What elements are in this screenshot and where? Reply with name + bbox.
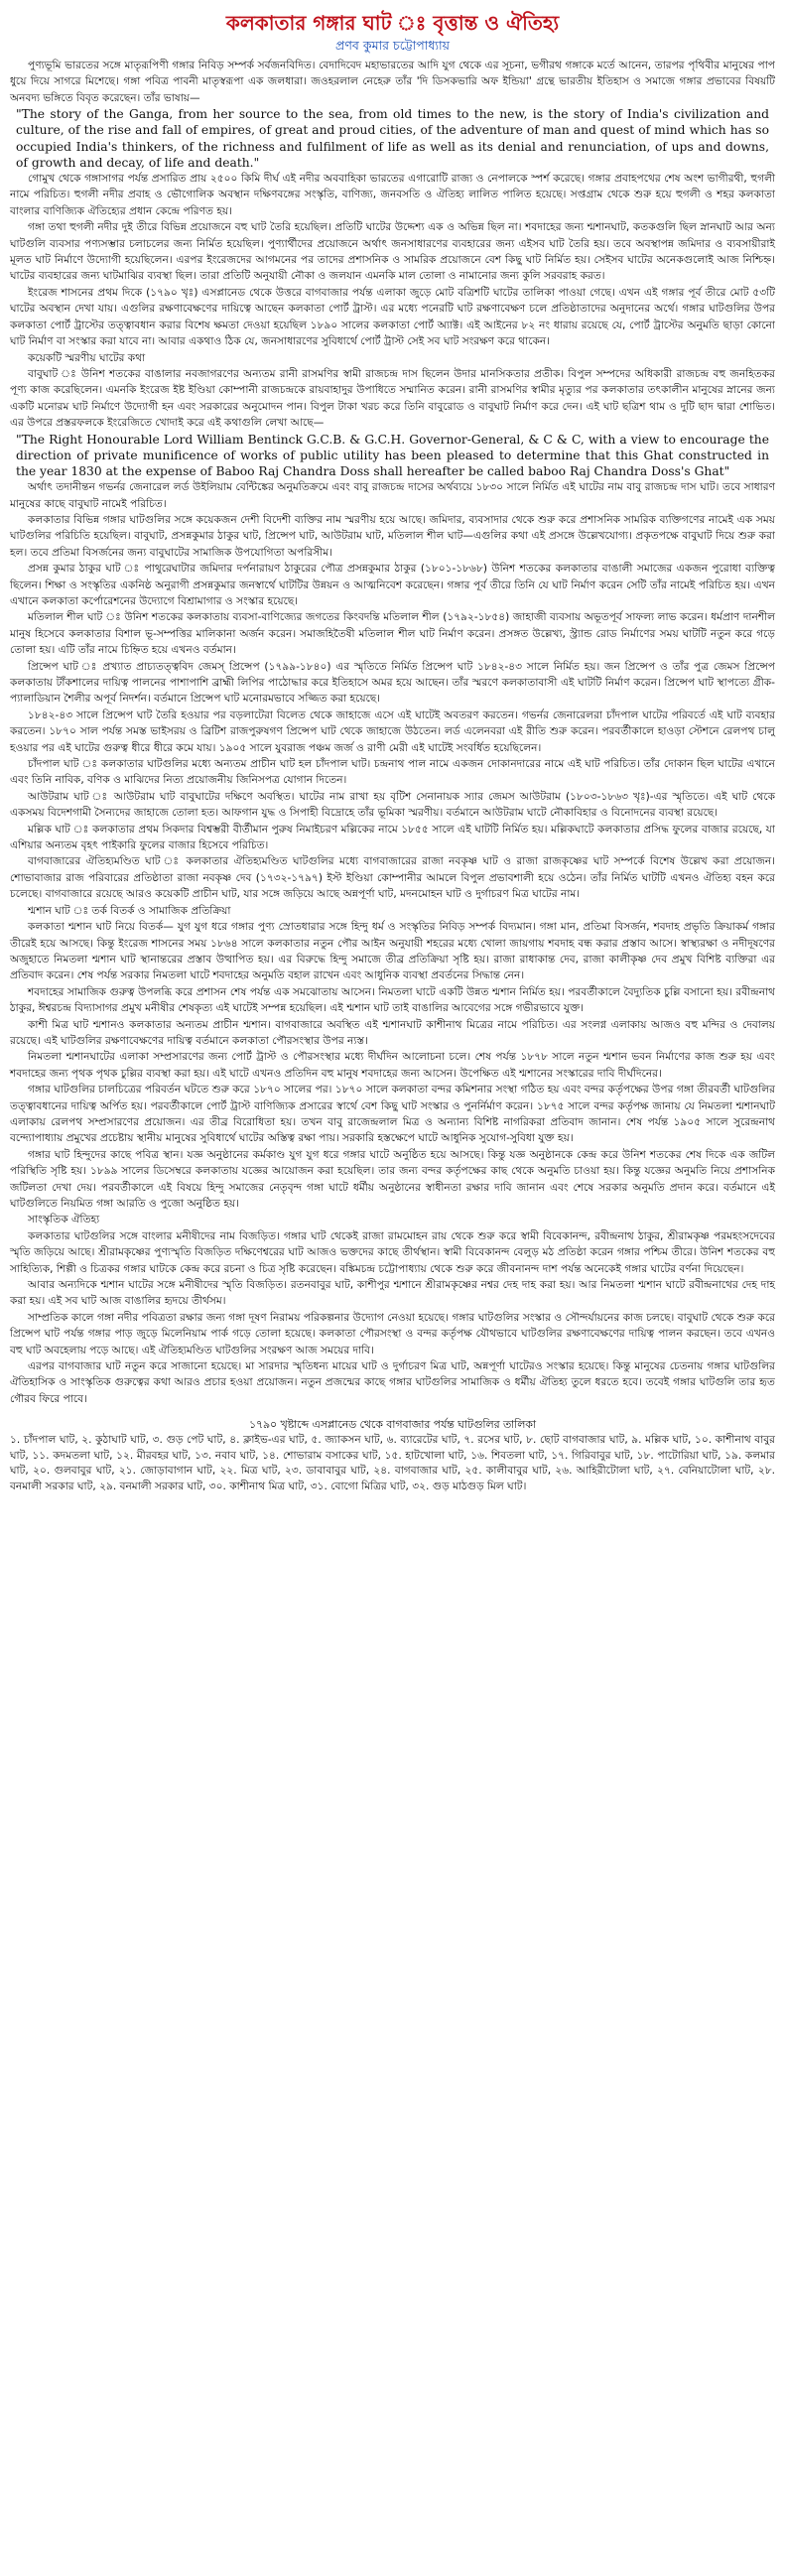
babughat-paragraph: বাবুঘাট ঃ উনিশ শতকের বাঙালার নবজাগরণের অন্যতম রানী রাসমণির স্বামী রাজচন্দ্র দাস ছিলেন উদার মানসিকতার প্রতীক। বিপুল সম্পদের অধিকারী রাজচন্দ্র বহু জনহিতকর পূণ্য কাজ করেছিলেন। এমনকি ইংরেজ ইষ্ট ইণ্ডিয়া কোম্পানী রাজচন্দ্রকে রায়বাহাদুর উপাধিতে সম্মানিত করেন। রানী রাসমণির স্বামীর মৃত্যুর পর কলকাতার তৎকালীন মানুষের স্নানের জন্য একটি মনোরম ঘাট নির্মাণে উদ্যোগী হন এবং সরকারের অনুমোদন পান। বিপুল টাকা খরচ করে তিনি বাবুরোড ও বাবুঘাট নির্মাণ করে দেন। এই ঘাট ছত্রিশ থাম ও দুটি ছাদ দ্বারা শোভিত। এর উপরে প্রস্তরফলকে ইংরেজিতে খোদাই করে এই কথাগুলি লেখা আছে— [10, 367, 775, 430]
ghat-list-title: ১৭৯০ খৃষ্টাব্দে এসপ্লানেড থেকে বাগবাজার পর্যন্ত ঘাটগুলির তালিকা [249, 1418, 536, 1432]
bagbazar-paragraph: বাগবাজারের ঐতিহ্যমণ্ডিত ঘাট ঃ কলকাতার ঐতিহ্যমণ্ডিত ঘাটগুলির মধ্যে বাগবাজারের রাজা নবকৃষ্ণ ঘাট ও রাজা রাজকৃষ্ণের ঘাট সম্পর্কে বিশেষ উল্লেখ করা প্রয়োজন। শোভাবাজার রাজ পরিবারের প্রতিষ্ঠাতা রাজা নবকৃষ্ণ দেব (১৭৩২-১৭৯৭) ইস্ট ইণ্ডিয়া কোম্পানীর আমলে বিপুল প্রভাবশালী হয়ে ওঠেন। তাঁর নির্মিত ঘাটটি এখনও ঐতিহ্য বহন করে চলেছে। বাগবাজারে রয়েছে আরও কয়েকটি প্রাচীন ঘাট, যার সঙ্গে জড়িয়ে আছে অন্নপূর্ণা ঘাট, মদনমোহন ঘাট ও দুর্গাচরণ মিত্র ঘাটের নাম। [10, 855, 775, 901]
ghat-list: ১. চাঁদপাল ঘাট, ২. কুঠাঘাট ঘাট, ৩. গুড় পেট ঘাট, ৪. ক্লাইভ-এর ঘাট, ৫. জ্যাকসন ঘাট, ৬. ব্যারেটের ঘাট, ৭. রসের ঘাট, ৮. ছোট বাগবাজার ঘাট, ৯. মল্লিক ঘাট, ১০. কাশীনাথ বাবুর ঘাট, ১১. কদমতলা ঘাট, ১২. মীরবহর ঘাট, ১৩. নবাব ঘাট, ১৪. শোভারাম বসাকের ঘাট, ১৫. হাটখোলা ঘাট, ১৬. শিবতলা ঘাট, ১৭. গিরিবাবুর ঘাট, ১৮. পাটোরিয়া ঘাট, ১৯. কলমার ঘাট, ২০. গুলবাবুর ঘাট, ২১. জোড়াবাগান ঘাট, ২২. মিত্র ঘাট, ২৩. ডাবাবাবুর ঘাট, ২৪. বাগবাজার ঘাট, ২৫. কালীবাবুর ঘাট, ২৬. আহিরীটোলা ঘাট, ২৭. বেনিয়াটোলা ঘাট, ২৮. বনমালী সরকার ঘাট, ২৯. বনমালী সরকার ঘাট, ৩০. কাশীনাথ মিত্র ঘাট, ৩১. বোগো মিত্রির ঘাট, ৩২. গুড় মাঠগুড় মিল ঘাট। [10, 1434, 775, 1492]
port-paragraph: গঙ্গার ঘাটগুলির চালচিত্রের পরিবর্তন ঘটতে শুরু করে ১৮৭০ সালের পর। ১৮৭০ সালে কলকাতা বন্দর কমিশনার সংস্থা গঠিত হয় এবং বন্দর কর্তৃপক্ষের উপর গঙ্গা তীরবর্তী ঘাটগুলির তত্ত্বাবধানের দায়িত্ব অর্পিত হয়। পরবর্তীকালে পোর্ট ট্রাস্ট বাণিজ্যিক প্রসারের স্বার্থে বেশ কিছু ঘাট সংস্কার ও পুনর্নির্মাণ করেন। ১৮৭৫ সালে বন্দর কর্তৃপক্ষ জানায় যে নিমতলা শ্মশানঘাট এলাকায় রেলপথ সম্প্রসারণের প্রয়োজন। এর তীব্র বিরোধিতা হয়। তখন বাবু রাজেন্দ্রলাল মিত্র ও অন্যান্য বিশিষ্ট নাগরিকরা প্রতিবাদ জানান। শেষ পর্যন্ত ১৯০৫ সালে সুরেন্দ্রনাথ বন্দ্যোপাধ্যায় প্রমুখের প্রচেষ্টায় স্থানীয় মানুষের সুবিধার্থে ঘাটের অস্তিত্ব রক্ষা পায়। সরকারি হস্তক্ষেপে ঘাটে আধুনিক সুযোগ-সুবিধা যুক্ত হয়। [10, 1084, 775, 1145]
burning-ghat-paragraph-2: শবদাহের সামাজিক গুরুত্ব উপলব্ধি করে প্রশাসন শেষ পর্যন্ত এক সমঝোতায় আসেন। নিমতলা ঘাটে একটি উন্নত শ্মশান নির্মিত হয়। পরবর্তীকালে বৈদ্যুতিক চুল্লি বসানো হয়। রবীন্দ্রনাথ ঠাকুর, ঈশ্বরচন্দ্র বিদ্যাসাগর প্রমুখ মনীষীর শেষকৃত্য এই ঘাটেই সম্পন্ন হয়েছিল। এই শ্মশান ঘাট তাই বাঙালির আবেগের সঙ্গে গভীরভাবে যুক্ত। [10, 985, 775, 1015]
motilal-paragraph: মতিলাল শীল ঘাট ঃ উনিশ শতকের কলকাতায় ব্যবসা-বাণিজ্যের জগতের কিংবদন্তি মতিলাল শীল (১৭৯২-১৮৫৪) জাহাজী ব্যবসায় অভূতপূর্ব সাফল্য লাভ করেন। ধর্মপ্রাণ দানশীল মানুষ হিসেবে কলকাতার বিশাল ভূ-সম্পত্তির মালিকানা অর্জন করেন। সমাজহিতৈষী মতিলাল শীল ঘাট নির্মাণ করেন। প্রসঙ্গত উল্লেখ্য, স্ট্র্যান্ড রোড নির্মাণের সময় ঘাটটি নতুন করে গড়ে তোলা হয়। এটি তাঁর নামে চিহ্নিত হয়ে এখনও বর্তমান। [10, 611, 775, 657]
article-title: কলকাতার গঙ্গার ঘাট ঃ বৃত্তান্ত ও ঐতিহ্য [225, 11, 560, 35]
chandpal-paragraph: চাঁদপাল ঘাট ঃ কলকাতার ঘাটগুলির মধ্যে অন্যতম প্রাচীন ঘাট হল চাঁদপাল ঘাট। চন্দ্রনাথ পাল নামে একজন দোকানদারের নামে এই ঘাট পরিচিত। তাঁর দোকান ছিল ঘাটের এখানে এবং তিনি নাবিক, বণিক ও মাঝিদের নিত্য প্রয়োজনীয় জিনিসপত্র যোগান দিতেন। [10, 758, 775, 787]
today-paragraph: সাম্প্রতিক কালে গঙ্গা নদীর পবিত্রতা রক্ষার জন্য গঙ্গা দূষণ নিরাময় পরিকল্পনার উদ্যোগ নেওয়া হয়েছে। গঙ্গার ঘাটগুলির সংস্কার ও সৌন্দর্যায়নের কাজ চলছে। বাবুঘাট থেকে শুরু করে প্রিন্সেপ ঘাট পর্যন্ত গঙ্গার পাড় জুড়ে মিলেনিয়াম পার্ক গড়ে তোলা হয়েছে। কলকাতা পৌরসংস্থা ও বন্দর কর্তৃপক্ষ যৌথভাবে ঘাটগুলির রক্ষণাবেক্ষণের দায়িত্ব পালন করছেন। তবে এখনও বহু ঘাট অবহেলায় পড়ে আছে। এই ঐতিহ্যমণ্ডিত ঘাটগুলির সংরক্ষণ আজ সময়ের দাবি। [10, 1311, 775, 1356]
article-body [10, 58, 775, 1407]
burning-ghat-paragraph: কলকাতা শ্মশান ঘাট নিয়ে বিতর্ক— যুগ যুগ ধরে গঙ্গার পুণ্য স্রোতধারার সঙ্গে হিন্দু ধর্ম ও সংস্কৃতির নিবিড় সম্পর্ক বিদ্যমান। গঙ্গা মান, প্রতিমা বিসর্জন, শবদাহ প্রভৃতি ক্রিয়াকর্ম গঙ্গার তীরেই হয়ে আসছে। কিন্তু ইংরেজ শাসনের সময় ১৮৬৪ সালে কলকাতার নতুন পৌর আইন অনুযায়ী শহরের মধ্যে খোলা জায়গায় শবদাহ বন্ধ করার প্রস্তাব আসে। স্বাস্থ্যরক্ষা ও নদীদূষণের অজুহাতে নিমতলা শ্মশান ঘাট স্থানান্তরের প্রস্তাব উত্থাপিত হয়। এর বিরুদ্ধে হিন্দু সমাজে তীব্র প্রতিক্রিয়া সৃষ্টি হয়। রাজা রাধাকান্ত দেব, রাজা কালীকৃষ্ণ দেব প্রমুখ বিশিষ্ট ব্যক্তিরা এর প্রতিবাদ করেন। শেষ পর্যন্ত সরকার নিমতলা ঘাটে শবদাহের অনুমতি বহাল রাখেন এবং আধুনিক ব্যবস্থা প্রবর্তনের সিদ্ধান্ত নেন। [10, 921, 775, 982]
ramakrishna-paragraph: আবার অন্যদিকে শ্মশান ঘাটের সঙ্গে মনীষীদের স্মৃতি বিজড়িত। রতনবাবুর ঘাট, কাশীপুর শ্মশানে শ্রীরামকৃষ্ণের নশ্বর দেহ দাহ করা হয়। আর নিমতলা শ্মশান ঘাটে রবীন্দ্রনাথের দেহ দাহ করা হয়। এই সব ঘাট আজ বাঙালির হৃদয়ে তীর্থসম। [10, 1279, 775, 1308]
famous-ghats-heading: কয়েকটি স্মরণীয় ঘাটের কথা [28, 351, 146, 364]
prasanna-paragraph: প্রসন্ন কুমার ঠাকুর ঘাট ঃ পাথুরেঘাটার জমিদার দর্পনারায়ণ ঠাকুরের পৌত্র প্রসন্নকুমার ঠাকুর (১৮০১-১৮৬৮) উনিশ শতকের কলকাতার বাঙালী সমাজের একজন পুরোধা ব্যক্তিত্ব ছিলেন। শিক্ষা ও সংস্কৃতির একনিষ্ঠ অনুরাগী প্রসন্নকুমার জনস্বার্থে ঘাটটির উন্নয়ন ও আত্মনিবেশ করেছেন। গঙ্গার পূর্ব তীরে তিনি যে ঘাট নির্মাণ করেন সেটি তাঁর নামেই পরিচিত হয়। এখন এখানে কলকাতা কর্পোরেশনের উদ্যোগে বিশ্রামাগার ও সংস্কার হয়েছে। [10, 563, 775, 607]
burning-ghat-paragraph-3: কাশী মিত্র ঘাট শ্মশানও কলকাতার অন্যতম প্রাচীন শ্মশান। বাগবাজারে অবস্থিত এই শ্মশানঘাট কাশীনাথ মিত্রের নামে পরিচিত। এর সংলগ্ন এলাকায় আজও বহু মন্দির ও দেবালয় রয়েছে। এই ঘাটগুলির রক্ষণাবেক্ষণের দায়িত্ব বর্তমানে কলকাতা পৌরসংস্থার উপর ন্যস্ত। [10, 1018, 775, 1047]
culture-heading: সাংস্কৃতিক ঐতিহ্য [28, 1214, 100, 1226]
culture-paragraph: কলকাতার ঘাটগুলির সঙ্গে বাংলার মনীষীদের নাম বিজড়িত। গঙ্গার ঘাট থেকেই রাজা রামমোহন রায় থেকে শুরু করে স্বামী বিবেকানন্দ, রবীন্দ্রনাথ ঠাকুর, শ্রীরামকৃষ্ণ পরমহংসদেবের স্মৃতি জড়িয়ে আছে। শ্রীরামকৃষ্ণের পুণ্যস্মৃতি বিজড়িত দক্ষিণেশ্বরের ঘাট আজও ভক্তদের কাছে তীর্থস্থান। স্বামী বিবেকানন্দ বেলুড় মঠ প্রতিষ্ঠা করেন গঙ্গার পশ্চিম তীরে। উনিশ শতকের বহু সাহিত্যিক, শিল্পী ও চিত্রকর গঙ্গার ঘাটকে কেন্দ্র করে রচনা ও চিত্র সৃষ্টি করেছেন। বঙ্কিমচন্দ্র চট্টোপাধ্যায় থেকে শুরু করে জীবনানন্দ দাশ পর্যন্ত অনেকেই গঙ্গার ঘাটের বর্ণনা দিয়েছেন। [10, 1229, 775, 1275]
final-paragraph: এরপর বাগবাজার ঘাট নতুন করে সাজানো হয়েছে। মা সারদার স্মৃতিধন্য মায়ের ঘাট ও দুর্গাচরণ মিত্র ঘাট, অন্নপূর্ণা ঘাটেরও সংস্কার হয়েছে। কিন্তু মানুষের চেতনায় গঙ্গার ঘাটগুলির ঐতিহাসিক ও সাংস্কৃতিক গুরুত্বের কথা আরও প্রচার হওয়া প্রয়োজন। নতুন প্রজন্মের কাছে গঙ্গার ঘাটগুলির সামাজিক ও ধর্মীয় ঐতিহ্য তুলে ধরতে হবে। তবেই গঙ্গার ঘাটগুলি তার হৃত গৌরব ফিরে পাবে। [10, 1360, 775, 1405]
bentinck-note-paragraph: অর্থাৎ তদানীন্তন গভর্নর জেনারেল লর্ড উইলিয়াম বেন্টিঙ্কের অনুমতিক্রমে এবং বাবু রাজচন্দ্র দাসের অর্থব্যয়ে ১৮৩০ সালে নির্মিত এই ঘাটের নাম বাবু রাজচন্দ্র দাস ঘাট। তবে সাধারণ মানুষের কাছে বাবুঘাট নামেই পরিচিত। [10, 481, 775, 510]
prinsep-paragraph: প্রিন্সেপ ঘাট ঃ প্রখ্যাত প্রাচ্যতত্ত্ববিদ জেমস্ প্রিন্সেপ (১৭৯৯-১৮৪০) এর স্মৃতিতে নির্মিত প্রিন্সেপ ঘাট ১৮৪২-৪৩ সালে নির্মিত হয়। জন প্রিন্সেপ ও তাঁর পুত্র জেমস প্রিন্সেপ কলকাতায় টাঁকশালের দায়িত্ব পালনের পাশাপাশি ব্রাহ্মী লিপির পাঠোদ্ধার করে ইতিহাসে অমর হয়ে আছেন। তাঁর স্মরণে কলকাতাবাসী এই ঘাটটি নির্মাণ করেন। প্রিন্সেপ ঘাট স্থাপত্যে গ্রীক-প্যালাডিয়ান শৈলীর অপূর্ব নিদর্শন। বর্তমানে প্রিন্সেপ ঘাট মনোরমভাবে সজ্জিত করা হয়েছে। [10, 660, 775, 706]
hindu-ritual-paragraph: গঙ্গার ঘাট হিন্দুদের কাছে পবিত্র স্থান। যজ্ঞ অনুষ্ঠানের কর্মকাণ্ড যুগ যুগ ধরে গঙ্গার ঘাটে অনুষ্ঠিত হয়ে আসছে। কিন্তু যজ্ঞ অনুষ্ঠানকে কেন্দ্র করে উনিশ শতকের শেষ দিকে এক জটিল পরিস্থিতি সৃষ্টি হয়। ১৮৯৯ সালের ডিসেম্বরে কলকাতায় যজ্ঞের আয়োজন করা হয়েছিল। তার জন্য বন্দর কর্তৃপক্ষের কাছ থেকে অনুমতি চাওয়া হয়। কিন্তু যজ্ঞের অনুমতি নিয়ে প্রশাসনিক জটিলতা দেখা দেয়। পরবর্তীকালে এই বিষয়ে হিন্দু সমাজের নেতৃবৃন্দ গঙ্গা ঘাটে ধর্মীয় অনুষ্ঠানের স্বাধীনতা রক্ষার দাবি জানান এবং শেষে সরকার অনুমতি প্রদান করে। বর্তমানে এই ঘাটগুলিতে নিয়মিত গঙ্গা আরতি ও পুজো অনুষ্ঠিত হয়। [10, 1148, 775, 1211]
outram-paragraph: আউটরাম ঘাট ঃ আউটরাম ঘাট বাবুঘাটের দক্ষিণে অবস্থিত। ঘাটের নাম রাখা হয় বৃটিশ সেনানায়ক স্যার জেমস আউটরাম (১৮০৩-১৮৬৩ খৃঃ)-এর স্মৃতিতে। এই ঘাট থেকে একসময় বিদেশগামী সৈন্যদের জাহাজে তোলা হত। আফগান যুদ্ধ ও সিপাহী বিদ্রোহে তাঁর ভূমিকা স্মরণীয়। বর্তমানে আউটরাম ঘাটে নৌকাবিহার ও বিনোদনের ব্যবস্থা রয়েছে। [10, 790, 775, 820]
ghat-definition-paragraph: গঙ্গা তথা হুগলী নদীর দুই তীরে বিভিন্ন প্রয়োজনে বহু ঘাট তৈরি হয়েছিল। প্রতিটি ঘাটের উদ্দেশ্য এক ও অভিন্ন ছিল না। শবদাহের জন্য শ্মশানঘাট, কতকগুলি ছিল স্নানঘাট আর অন্য ঘাটগুলি ব্যবসার পণ্যসম্ভার চলাচলের জন্য নির্মিত হয়েছিল। পুণ্যার্থীদের প্রয়োজনে অর্থাৎ জনসাধারণের ব্যবহারের জন্য এইসব ঘাট তৈরি হয়। তবে অবস্থাপন্ন জমিদার ও ব্যবসায়ীরাই মূলত ঘাট নির্মাণে উদ্যোগী হয়েছিলেন। এরপর ইংরেজদের আগমনের পর তাদের প্রশাসনিক ও সামরিক প্রয়োজনে বেশ কিছু ঘাট নির্মিত হয়। সেইসব ঘাটের অনেকগুলোই আজ নিশ্চিহ্ন। ঘাটের ব্যবহারের জন্য ঘাটমাঝির ব্যবস্থা ছিল। তারা প্রতিটি অনুযায়ী নৌকা ও জলযান এমনকি মাল তোলা ও নামানোর জন্য কুলি সরবরাহ করত। [10, 221, 775, 283]
prinsep-history-paragraph: ১৮৪২-৪৩ সালে প্রিন্সেপ ঘাট তৈরি হওয়ার পর বড়লাটেরা বিলেত থেকে জাহাজে এসে এই ঘাটেই অবতরণ করতেন। গভর্নর জেনারেলরা চাঁদপাল ঘাটের পরিবর্তে এই ঘাট ব্যবহার করতেন। ১৮৭০ সাল পর্যন্ত সমস্ত ভাইসরয় ও ব্রিটিশ রাজপুরুষগণ প্রিন্সেপ ঘাট থেকে জাহাজে উঠতেন। লর্ড এলেনবরা এই রীতি শুরু করেন। পরবর্তীকালে হাওড়া স্টেশনে রেলপথ চালু হওয়ার পর এই ঘাটের গুরুত্ব ধীরে ধীরে কমে যায়। ১৯০৫ সালে যুবরাজ পঞ্চম জর্জ ও রাণী মেরী এই ঘাটেই সংবর্ধিত হয়েছিলেন। [10, 708, 775, 754]
bentinck-quote: "The Right Honourable Lord William Bentinck G.C.B. & G.C.H. Governor-General, & C & C, with a view to encourage the direction of private munificence of works of public utility has been pleased to determine that this Ghat constructed in the year 1830 at the expense of Baboo Raj Chandra Doss shall hereafter be called baboo Raj Chandra Doss's Ghat" [16, 432, 769, 478]
persons-paragraph: কলকাতার বিভিন্ন গঙ্গার ঘাটগুলির সঙ্গে কয়েকজন দেশী বিদেশী ব্যক্তির নাম স্মরণীয় হয়ে আছে। জমিদার, ব্যবসাদার থেকে শুরু করে প্রশাসনিক সামরিক ব্যক্তিগণের নামেই এক সময় ঘাটগুলির পরিচিতি হয়েছিল। বাবুঘাট, প্রসন্নকুমার ঠাকুর ঘাট, প্রিন্সেপ ঘাট, আউটরাম ঘাট, মতিলাল শীল ঘাট—এগুলির কথা এই প্রসঙ্গে উল্লেখযোগ্য। প্রকৃতপক্ষে বাবুঘাট দিয়ে শুরু করা হল। তবে প্রতিমা বিসর্জনের জন্য বাবুঘাটের সামাজিক উপযোগিতা অপরিসীম। [10, 513, 775, 559]
intro-paragraph: পুণ্যভূমি ভারতের সঙ্গে মাতৃরূপিণী গঙ্গার নিবিড় সম্পর্ক সর্বজনবিদিত। বেদাদিবেদ মহাভারতের আদি যুগ থেকে এর সূচনা, ভগীরথ গঙ্গাকে মর্তে আনেন, তারপর পৃথিবীর মানুষের পাপ ধুয়ে দিয়ে সাগরে মিশেছে। গঙ্গা পবিত্র পাবনী মাতৃস্বরূপা এক জলধারা। জওহরলাল নেহেরু তাঁর 'দি ডিসকভারি অফ ইন্ডিয়া' গ্রন্থে ভারতীয় ইতিহাস ও সমাজে গঙ্গার প্রভাবের বিষয়টি অনবদ্য ভঙ্গিতে বিবৃত করেছেন। তাঁর ভাষায়— [10, 60, 775, 104]
nehru-quote: "The story of the Ganga, from her source to the sea, from old times to the new, is the story of India's civilization and culture, of the rise and fall of empires, of great and proud cities, of the adventure of man and quest of mind which has so occupied India's thinkers, of the richness and fulfilment of life as well as its denial and renunciation, of ups and downs, of growth and decay, of life and death." [16, 107, 769, 170]
english-rule-paragraph: ইংরেজ শাসনের প্রথম দিকে (১৭৯০ খৃঃ) এসপ্লানেড থেকে উত্তরে বাগবাজার পর্যন্ত এলাকা জুড়ে মোট বত্রিশটি ঘাটের তালিকা পাওয়া গেছে। এখন এই গঙ্গার পূর্ব তীরে মোট ৫৩টি ঘাটের অবস্থান দেখা যায়। এগুলির রক্ষণাবেক্ষণের দায়িত্বে আছেন কলকাতা পোর্ট ট্রাস্ট। এর মধ্যে পনেরটি ঘাট রক্ষণাবেক্ষণ চলে প্রতিষ্ঠাতাদের অনুদানের অর্থে। গঙ্গার ঘাটগুলির উপর কলকাতা পোর্ট ট্রাস্টের তত্ত্বাবধান করার বিশেষ ক্ষমতা দেওয়া হয়েছিল ১৮৯০ সালের কলকাতা পোর্ট অ্যাক্ট। এই আইনের ৮২ নং ধারায় রয়েছে যে, পোর্ট ট্রাস্টের অনুমতি ছাড়া কোনো ঘাট নির্মাণ বা সংস্কার করা যাবে না। আবার একথাও ঠিক যে, জনসাধারণের সুবিধার্থে পোর্ট ট্রাস্ট সেই সব ঘাট সংরক্ষণ করে থাকেন। [10, 286, 775, 348]
nimtala-paragraph: নিমতলা শ্মশানঘাটের এলাকা সম্প্রসারণের জন্য পোর্ট ট্রাস্ট ও পৌরসংস্থার মধ্যে দীর্ঘদিন আলোচনা চলে। শেষ পর্যন্ত ১৮৭৮ সালে নতুন শ্মশান ভবন নির্মাণের কাজ শুরু হয় এবং শবদাহের জন্য পৃথক পৃথক চুল্লির ব্যবস্থা করা হয়। এই ঘাটে এখনও প্রতিদিন বহু মানুষ শবদাহের জন্য আসেন। উপেক্ষিত এই শ্মশানের সংস্কারের দাবি দীর্ঘদিনের। [10, 1051, 775, 1080]
gomukh-paragraph: গোমুখ থেকে গঙ্গাসাগর পর্যন্ত প্রসারিত প্রায় ২৫০০ কিমি দীর্ঘ এই নদীর অববাহিকা ভারতের এগারোটি রাজ্য ও নেপালকে স্পর্শ করেছে। গঙ্গার প্রবাহপথের শেষ অংশ ভাগীরথী, হুগলী নামে পরিচিত। হুগলী নদীর প্রবাহ ও ভৌগোলিক অবস্থান দক্ষিণবঙ্গের সংস্কৃতি, বাণিজ্য, জনবসতি ও ঐতিহ্য লালিত পালিত হয়েছে। সপ্তগ্রাম থেকে শুরু হয়ে হুগলী ও শহর কলকাতা বাংলার বাণিজ্যিক ঐতিহ্যের প্রধান কেন্দ্রে পরিণত হয়। [10, 173, 775, 217]
article-author: প্রণব কুমার চট্টোপাধ্যায় [335, 38, 450, 53]
mallick-paragraph: মল্লিক ঘাট ঃ কলকাতার প্রথম সিকদার বিশ্বম্ভরী বীর্তীমান পুরুষ নিমাইচরণ মল্লিকের নামে ১৮৫৫ সালে এই ঘাটটি নির্মিত হয়। মল্লিকঘাটে কলকাতার প্রসিদ্ধ ফুলের বাজার রয়েছে, যা এশিয়ার অন্যতম বৃহৎ পাইকারি ফুলের বাজার হিসেবে পরিচিত। [10, 823, 775, 852]
burning-ghat-heading: শ্মশান ঘাট ঃ তর্ক বিতর্ক ও সামাজিক প্রতিক্রিয়া [28, 904, 231, 917]
